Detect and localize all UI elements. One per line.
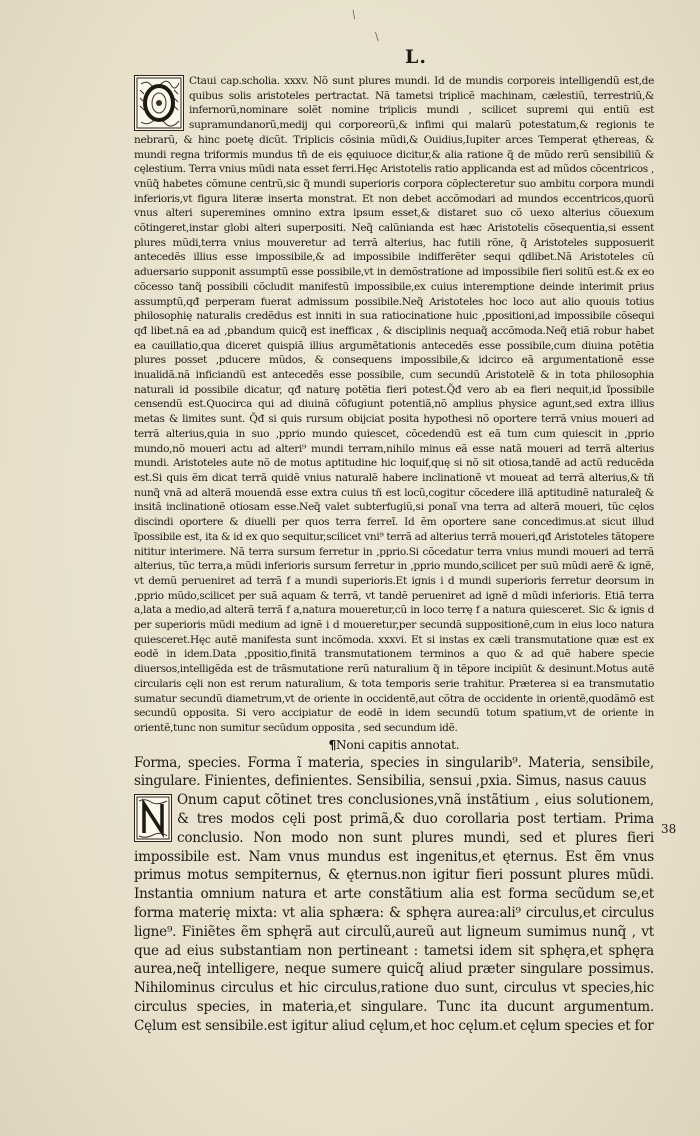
paper-mark: \ [351, 7, 357, 22]
margin-number: 38 [661, 822, 677, 836]
scholia-paragraph: Ctaui cap.scholia. xxxv. Nõ sunt plures mundi. Id de mundis corporeis intelligendũ est,de quibus solis aristoteles pertractat. Nã tametsi triplicẽ machinam, cælestiũ, terrestriũ,& infernorũ,nominare solẽt nomine triplicis mundi , scilicet supremi qui entiũ est supramundanorũ,medij qui corporeorũ,& infimi qui malarũ potestatum,& regionis te nebrarũ, & hinc poetę dicũt. Triplicis cõsinia mũdi,& Ouidius,Iupiter arces Temperat ęthereas, & mundi regna triformis mundus tñ de eis ęquiuoce dicitur,& alia ratione q̃ de mũdo rerũ sensibiliũ & cęlestium. Terra vnius mũdi nata esset ferri.Hęc Aristotelis ratio applicanda est ad mũdos cõcentricos , vnũq̃ habetes cõmune centrũ,sic q̃ mundi superioris corpora cõplecteretur suo ambitu corpora mundi inferioris,vt figura literæ inserta monstrat. Et non debet accõmodari ad mundos eccentricos,quorũ vnus alteri superemines omnino extra ipsum esset,& distaret suo cõ uexo alterius cõuexum cõtingeret,instar globi alteri superpositi. Neq̃ calũnianda est hæc Aristotelis cõsequentia,si essent plures mũdi,terra vnius mouveretur ad terrã alterius, hac futili rõne, q̃ Aristoteles supposuerit antecedẽs illius esse impossibile,& ad impossibile indifferẽter sequi qdlibet.Nã Aristoteles cũ aduersario supponit assumptũ esse possibile,vt in demõstratione ad impossibile fieri solitũ est.& ex eo cõcesso tanq̃ possibili cõcludit manifestũ impossibile,ex cuius interemptione deinde interimit prius assumptũ,qđ perperam fuerat admissum possibile.Neq̃ Aristoteles hoc loco aut alio quouis totius philosophię naturalis credẽdus est inniti in sua ratiocinatione huic ,ppositioni,ad impossibile cõsequi qđ libet.nã ea ad ,pbandum quicq̃ est inefficax , & disciplinis nequaq̃ accõmoda.Neq̃ etiã robur habet ea cauillatio,qua diceret quispiã illius argumẽtationis antecedẽs esse possibile,cum diuina potẽtia plures posset ,pducere mũdos, & consequens impossibile,& idcirco eã argumentationẽ esse inualidã.nã inficiandũ est antecedẽs esse possibile, cum secundũ Aristotelẽ & in tota philosophia naturali id possibile dicatur, qđ naturę potẽtia fieri potest.Q̃đ vero ab ea fieri nequit,id ĩpossibile censendũ est.Quocirca qui ad diuinã cõfugiunt potentiã,nõ amplius physice agunt,sed extra illius metas & limites sunt. Q̃đ si quis rursum obijciat posita hypothesi nõ oportere terrã vnius moueri ad terrã alterius,quia in suo ,pprio mundo quiescet, cõcedendũ est eã tum cum quiescit in ,pprio mundo,nõ moueri actu ad alteri⁹ mundi terram,nihilo minus eã esse natã moueri ad terrã alterius mundi. Aristoteles aute nõ de motus aptitudine hic loquif,quę si nõ sit otiosa,tandẽ ad actũ reducẽda est.Si quis ẽm dicat terrã quidẽ vnius naturalẽ habere inclinationẽ vt moueat ad terrã alterius,& tñ nunq̃ vnã ad alterã mouendã esse extra cuius tñ est locũ,cogitur cõcedere illã aptitudinẽ naturaleq̃ & insitã inclinationẽ otiosam esse.Neq̃ valet subterfugiũ,si ponaĩ vna terra ad alterã moueri, tũc cęlos discindi oportere & diuelli per quos terra ferreĩ. Id ẽm oportere sane concedimus.at sicut illud ĩpossibile est, ita & id ex quo sequitur,scilicet vni⁹ terrã ad alterius terrã moueri,qđ Aristoteles tãtopere nititur interimere. Nã terra sursum ferretur in ,pprio.Si cõcedatur terra vnius mundi moueri ad terrã alterius, tũc terra,a mũdi inferioris sursum ferretur in ,pprio mundo,scilicet per suũ mũdi aerẽ & ignẽ, vt demũ perueniret ad terrã f a mundi superioris.Et ignis i d mundi superioris ferretur deorsum in ,pprio mũdo,scilicet per suã aquam & terrã, vt tandẽ perueniret ad ignẽ d mũdi inferioris. Etiã terra a,lata a medio,ad alterã terrã f a,natura moueretur,cũ in loco terrę f a natura quiesceret. Sic & ignis d per superioris mũdi medium ad ignẽ i d moueretur,per secundã suppositionẽ,cum in eius loco natura quiesceret.Hęc autẽ manifesta sunt incõmoda. xxxvi. Et si instas ex cæli transmutatione quæ est ex eodẽ in idem.Data ,ppositio,finitã transmutationem terminos a quo & ad quẽ habere specie diuersos,intelligẽda est de trãsmutatione rerũ naturalium q̃ in tẽpore incipiũt & desinunt.Motus autẽ circularis cęli non est rerum naturalium, & tota temporis serie trahitur. Præterea si ea transmutatio sumatur secundũ diametrum,vt de oriente in occidentẽ,aut cõtra de occidente in orientẽ,quodãmõ est secundũ opposita. Si vero accipiatur de eodẽ in idem secundũ totum spatium,vt de oriente in orientẽ,tunc non sumitur secũdum opposita , sed secundum idẽ. [134, 75, 654, 734]
chapter-text [134, 754, 654, 1036]
annotation-line: Forma, species. Forma ĩ materia, species in singularib⁹. Materia, sensibile, singulare. Finientes, definientes. Sensibilia, sensui ,pxia. Simus, nasus cauus [134, 754, 654, 790]
annotation-heading: ¶Noni capitis annotat. [328, 737, 460, 752]
chapter-paragraph: Onum caput cõtinet tres conclusiones,vnã instãtium , eius solutionem, & tres modos cęli post primã,& duo corollaria post tertiam. Prima conclusio. Non modo non sunt plures mundi, sed et plures fieri impossibile est. Nam vnus mundus est ingenitus,et ęternus. Est ẽm vnus primus motus sempiternus, & ęternus.non igitur fieri possunt plures mũdi. Instantia omnium natura et arte constãtium alia est forma secũdum se,et forma materię mixta: vt alia sphæra: & sphęra aurea:ali⁹ circulus,et circulus ligne⁹. Finiẽtes ẽm sphęrã aut circulũ,aureũ aut ligneum sumimus nunq̃ , vt que ad eius substantiam non pertineant : tametsi idem sit sphęra,et sphęra aurea,neq̃ intelligere, neque sumere quicq̃ aliud præter singulare possimus. Nihilominus circulus et hic circulus,ratione duo sunt, circulus vt species,hic circulus species, in materia,et singulare. Tunc ita ducunt argumentum. Cęlum est sensibile.est igitur aliud cęlum,et hoc cęlum.et cęlum species et for [134, 792, 654, 1034]
text-block [134, 74, 654, 1036]
scholia-commentary [134, 74, 654, 736]
folio-number: L. [405, 46, 427, 68]
decorated-initial-o-icon [134, 75, 184, 131]
decorated-initial-n-icon [134, 794, 172, 842]
pilcrow-icon: ¶ [328, 737, 337, 752]
paper-mark: \ [375, 30, 379, 43]
